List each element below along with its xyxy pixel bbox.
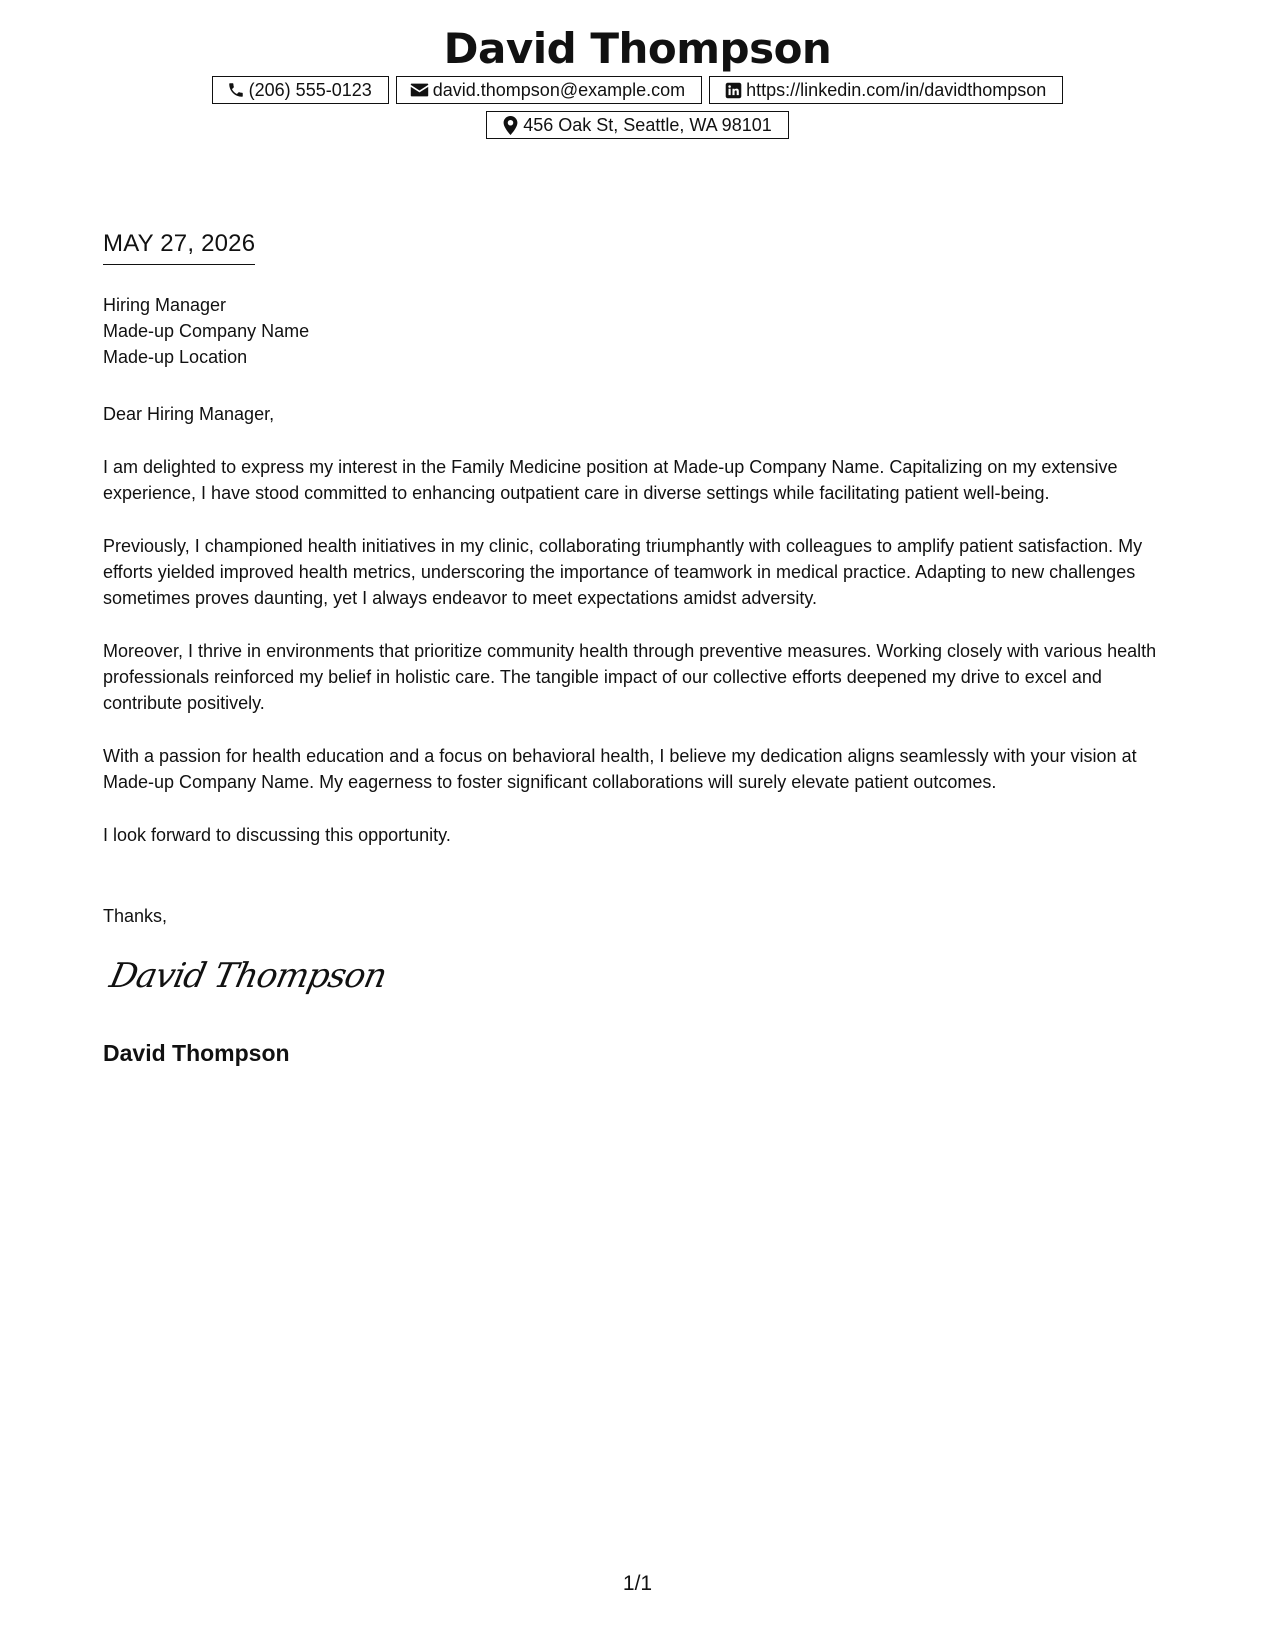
address-contact: [486, 111, 788, 139]
signature-image: [106, 950, 390, 1005]
closing-line: I look forward to discussing this opportunity.: [103, 825, 451, 845]
email-text: david.thompson@example.com: [432, 79, 686, 100]
page-indicator: 1/1: [622, 1572, 653, 1595]
address-text: 456 Oak St, Seattle, WA 98101: [523, 114, 772, 135]
phone-icon: [226, 80, 246, 100]
linkedin-icon: [723, 80, 743, 100]
linkedin-contact[interactable]: [709, 76, 1063, 104]
salutation: Dear Hiring Manager,: [103, 404, 275, 424]
body-paragraph: With a passion for health education and a focus on behavioral health, I believe my dedication aligns seamlessly with your vision at Made-up Company Name. My eagerness to foster significant collaborations will surely elevate patient outcomes.: [103, 746, 1137, 792]
recipient-location: Made-up Location: [103, 347, 248, 367]
letter-body: [103, 401, 1178, 875]
recipient-block: [103, 292, 1178, 370]
body-paragraph: Moreover, I thrive in environments that prioritize community health through preventive measures. Working closely with various health professionals reinforced my belief in holistic care. The tangible impact of our collective efforts deepened my drive to excel and contribute positively.: [103, 641, 1157, 713]
letter-date: MAY 27, 2026: [103, 230, 255, 265]
closing-block: [103, 903, 1178, 929]
body-paragraph: Previously, I championed health initiatives in my clinic, collaborating triumphantly with colleagues to amplify patient satisfaction. My efforts yielded improved health metrics, underscoring the importance of teamwork in medical practice. Adapting to new challenges sometimes proves daunting, yet I always endeavor to meet expectations amidst adversity.: [103, 536, 1143, 608]
linkedin-text: https://linkedin.com/in/davidthompson: [746, 79, 1047, 100]
envelope-icon: [410, 80, 430, 100]
contact-row-primary: [0, 76, 1275, 104]
phone-text: (206) 555-0123: [248, 79, 372, 100]
contact-row-secondary: [0, 111, 1275, 139]
recipient-company: Made-up Company Name: [103, 321, 310, 341]
body-paragraph: I am delighted to express my interest in the Family Medicine position at Made-up Company Name. Capitalizing on my extensive experience, I have stood committed to enhancing outpatient care in diverse settings while facilitating patient well-being.: [103, 457, 1118, 503]
phone-contact[interactable]: [212, 76, 389, 104]
signer-name: David Thompson: [103, 1040, 290, 1066]
sender-name: David Thompson: [443, 24, 832, 73]
map-pin-icon: [500, 115, 520, 135]
signature-text: David Thompson: [106, 956, 390, 996]
closing-word: Thanks,: [103, 906, 168, 926]
recipient-title: Hiring Manager: [103, 295, 227, 315]
email-contact[interactable]: [396, 76, 702, 104]
letter-header: [0, 22, 1275, 139]
